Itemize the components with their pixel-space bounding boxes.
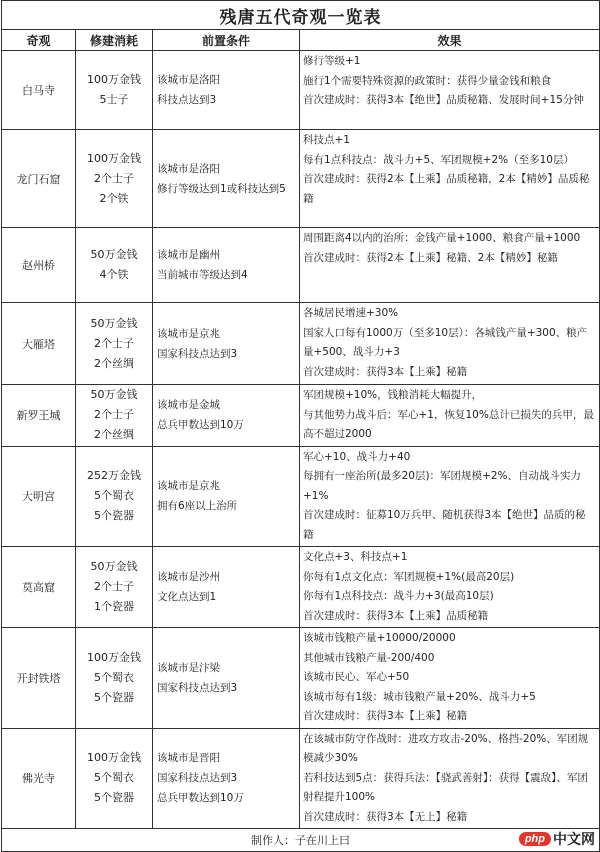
effect-item: 每拥有一座治所(最多20层)：军团规模+2%、自动战斗实力+1% bbox=[303, 470, 582, 502]
cost-item: 4个铁 bbox=[99, 268, 129, 281]
watermark-site: 中文网 bbox=[553, 832, 595, 848]
build-cost bbox=[76, 303, 153, 385]
prereq-item: 总兵甲数达到10万 bbox=[157, 792, 244, 805]
page-title: 残唐五代奇观一览表 bbox=[2, 1, 600, 30]
table-row bbox=[2, 446, 600, 547]
build-cost bbox=[76, 51, 153, 130]
prereq-item: 该城市是汴梁 bbox=[157, 661, 220, 674]
prereq-item: 当前城市等级达到4 bbox=[157, 269, 248, 281]
effects bbox=[300, 728, 600, 829]
prerequisites bbox=[153, 446, 300, 547]
prerequisites bbox=[153, 130, 300, 228]
table-row bbox=[2, 628, 600, 729]
cost-item: 50万金钱 bbox=[90, 316, 138, 330]
build-cost bbox=[76, 446, 153, 547]
wonders-table bbox=[1, 0, 600, 852]
effect-item: 每有1点科技点：战斗力+5、军团规模+2%（至多10层） bbox=[303, 153, 574, 166]
effects bbox=[300, 130, 600, 228]
table-row bbox=[2, 228, 600, 303]
table-row bbox=[2, 547, 600, 628]
header-effect: 效果 bbox=[300, 30, 600, 51]
table-row bbox=[2, 303, 600, 385]
cost-item: 2个士子 bbox=[94, 580, 134, 593]
table-row bbox=[2, 130, 600, 228]
header-wonder: 奇观 bbox=[2, 30, 76, 51]
cost-item: 2个士子 bbox=[94, 171, 134, 185]
effect-item: 各城居民增速+30% bbox=[303, 307, 399, 319]
cost-item: 2个士子 bbox=[94, 408, 134, 422]
cost-item: 5个瓷器 bbox=[94, 690, 134, 704]
prereq-item: 该城市是洛阳 bbox=[157, 162, 220, 175]
prerequisites bbox=[153, 385, 300, 447]
effect-item: 该城市民心、军心+50 bbox=[303, 671, 410, 683]
cost-item: 5士子 bbox=[99, 93, 129, 106]
table-row bbox=[2, 51, 600, 130]
effect-item: 该城市钱粮产量+10000/20000 bbox=[303, 632, 456, 644]
build-cost bbox=[76, 130, 153, 228]
prerequisites bbox=[153, 51, 300, 130]
cost-item: 50万金钱 bbox=[90, 560, 138, 573]
effect-item: 在该城市防守作战时：进攻方攻击-20%、格挡-20%、军团规模减少30% bbox=[303, 732, 589, 764]
effect-item: 首次建成时：征募10万兵甲、随机获得3本【绝世】品质的秘籍 bbox=[303, 509, 586, 541]
effect-item: 你每有1点文化点：军团规模+1%(最高20层) bbox=[303, 570, 515, 583]
header-prereq: 前置条件 bbox=[153, 30, 300, 51]
prereq-item: 国家科技点达到3 bbox=[157, 347, 238, 360]
header-cost: 修建消耗 bbox=[76, 30, 153, 51]
prereq-item: 该城市是幽州 bbox=[157, 249, 220, 261]
title-row bbox=[2, 1, 600, 30]
table-body bbox=[2, 51, 600, 829]
prereq-item: 该城市是洛阳 bbox=[157, 74, 220, 86]
prerequisites bbox=[153, 303, 300, 385]
effect-item: 文化点+3、科技点+1 bbox=[303, 551, 408, 563]
prereq-item: 该城市是沙州 bbox=[157, 571, 220, 583]
prereq-item: 该城市是晋阳 bbox=[157, 752, 220, 765]
prereq-item: 该城市是京兆 bbox=[157, 327, 220, 340]
effect-item: 周围距离4以内的治所：金钱产量+1000、粮食产量+1000 bbox=[303, 232, 581, 244]
build-cost bbox=[76, 385, 153, 447]
wonder-name: 龙门石窟 bbox=[2, 130, 76, 228]
build-cost bbox=[76, 228, 153, 303]
effect-item: 国家人口每有1000万（至多10层）：各城钱产量+300、粮产量+500、战斗力+3 bbox=[303, 326, 588, 358]
effect-item: 首次建成时：获得3本【上乘】秘籍 bbox=[303, 710, 468, 722]
wonder-name: 大雁塔 bbox=[2, 303, 76, 385]
cost-item: 100万金钱 bbox=[87, 751, 141, 765]
wonder-name: 新罗王城 bbox=[2, 385, 76, 447]
cost-item: 5个瓷器 bbox=[94, 791, 134, 805]
wonder-name: 莫高窟 bbox=[2, 547, 76, 628]
effect-item: 首次建成时：获得2本【上乘】秘籍、2本【精妙】秘籍 bbox=[303, 251, 558, 264]
build-cost bbox=[76, 547, 153, 628]
table-row bbox=[2, 728, 600, 829]
cost-item: 5个蜀衣 bbox=[94, 489, 134, 503]
effect-item: 军心+10、战斗力+40 bbox=[303, 450, 411, 463]
cost-item: 2个铁 bbox=[99, 191, 129, 205]
cost-item: 5个蜀衣 bbox=[94, 670, 134, 684]
cost-item: 5个蜀衣 bbox=[94, 771, 134, 785]
effects bbox=[300, 547, 600, 628]
effects bbox=[300, 446, 600, 547]
wonder-name: 白马寺 bbox=[2, 51, 76, 130]
prereq-item: 总兵甲数达到10万 bbox=[157, 419, 244, 432]
effect-item: 军团规模+10%，钱粮消耗大幅提升， bbox=[303, 389, 483, 401]
cost-item: 50万金钱 bbox=[90, 248, 138, 261]
prerequisites bbox=[153, 628, 300, 729]
effect-item: 与其他势力战斗后：军心+1，恢复10%总计已损失的兵甲，最高不超过2000 bbox=[303, 408, 594, 440]
cost-item: 100万金钱 bbox=[87, 73, 141, 86]
prereq-item: 修行等级达到1或科技达到5 bbox=[157, 182, 286, 195]
cost-item: 50万金钱 bbox=[90, 388, 138, 402]
cost-item: 100万金钱 bbox=[87, 151, 141, 165]
effects bbox=[300, 303, 600, 385]
prereq-item: 国家科技点达到3 bbox=[157, 772, 238, 785]
author-credit: 制作人：子在川上曰 bbox=[251, 834, 350, 847]
prereq-item: 文化点达到1 bbox=[157, 591, 217, 603]
prereq-item: 该城市是金城 bbox=[157, 399, 220, 412]
cost-item: 5个瓷器 bbox=[94, 509, 134, 523]
footer-row bbox=[2, 829, 600, 852]
prerequisites bbox=[153, 228, 300, 303]
prereq-item: 拥有6座以上治所 bbox=[157, 500, 238, 513]
wonder-name: 佛光寺 bbox=[2, 728, 76, 829]
cost-item: 100万金钱 bbox=[87, 650, 141, 664]
effects bbox=[300, 51, 600, 130]
wonder-name: 大明宫 bbox=[2, 446, 76, 547]
prereq-item: 科技点达到3 bbox=[157, 94, 217, 106]
header-row bbox=[2, 30, 600, 51]
effects bbox=[300, 228, 600, 303]
prerequisites bbox=[153, 547, 300, 628]
effect-item: 施行1个需要特殊资源的政策时：获得少量金钱和粮食 bbox=[303, 74, 552, 87]
effect-item: 首次建成时：获得2本【上乘】品质秘籍，2本【精妙】品质秘籍 bbox=[303, 173, 590, 205]
effect-item: 科技点+1 bbox=[303, 134, 350, 146]
cost-item: 2个丝绸 bbox=[94, 356, 134, 370]
prerequisites bbox=[153, 728, 300, 829]
php-logo-icon: php bbox=[519, 832, 551, 846]
effect-item: 其他城市钱粮产量-200/400 bbox=[303, 651, 435, 664]
build-cost bbox=[76, 728, 153, 829]
effects bbox=[300, 385, 600, 447]
prereq-item: 国家科技点达到3 bbox=[157, 681, 238, 694]
footer-cell bbox=[2, 829, 600, 852]
effect-item: 修行等级+1 bbox=[303, 55, 361, 67]
cost-item: 2个丝绸 bbox=[94, 428, 134, 442]
wonder-name: 开封铁塔 bbox=[2, 628, 76, 729]
effect-item: 该城市每有1级：城市钱粮产量+20%、战斗力+5 bbox=[303, 690, 536, 703]
watermark bbox=[519, 829, 595, 849]
effect-item: 首次建成时：获得3本【上乘】品质秘籍 bbox=[303, 609, 489, 622]
effect-item: 首次建成时：获得3本【上乘】秘籍 bbox=[303, 365, 468, 378]
effect-item: 首次建成时：获得3本【绝世】品质秘籍、发展时间+15分钟 bbox=[303, 94, 584, 106]
effect-item: 你每有1点科技点：战斗力+3(最高10层) bbox=[303, 590, 494, 602]
cost-item: 2个士子 bbox=[94, 336, 134, 350]
cost-item: 252万金钱 bbox=[87, 469, 141, 483]
effect-item: 首次建成时：获得3本【无上】秘籍 bbox=[303, 810, 468, 823]
cost-item: 1个瓷器 bbox=[94, 600, 134, 613]
build-cost bbox=[76, 628, 153, 729]
effects bbox=[300, 628, 600, 729]
table-row bbox=[2, 385, 600, 447]
prereq-item: 该城市是京兆 bbox=[157, 480, 220, 493]
effect-item: 若科技达到5点：获得兵法：【骁武善射】：获得【震敌】、军团射程提升100% bbox=[303, 771, 588, 803]
wonder-name: 赵州桥 bbox=[2, 228, 76, 303]
